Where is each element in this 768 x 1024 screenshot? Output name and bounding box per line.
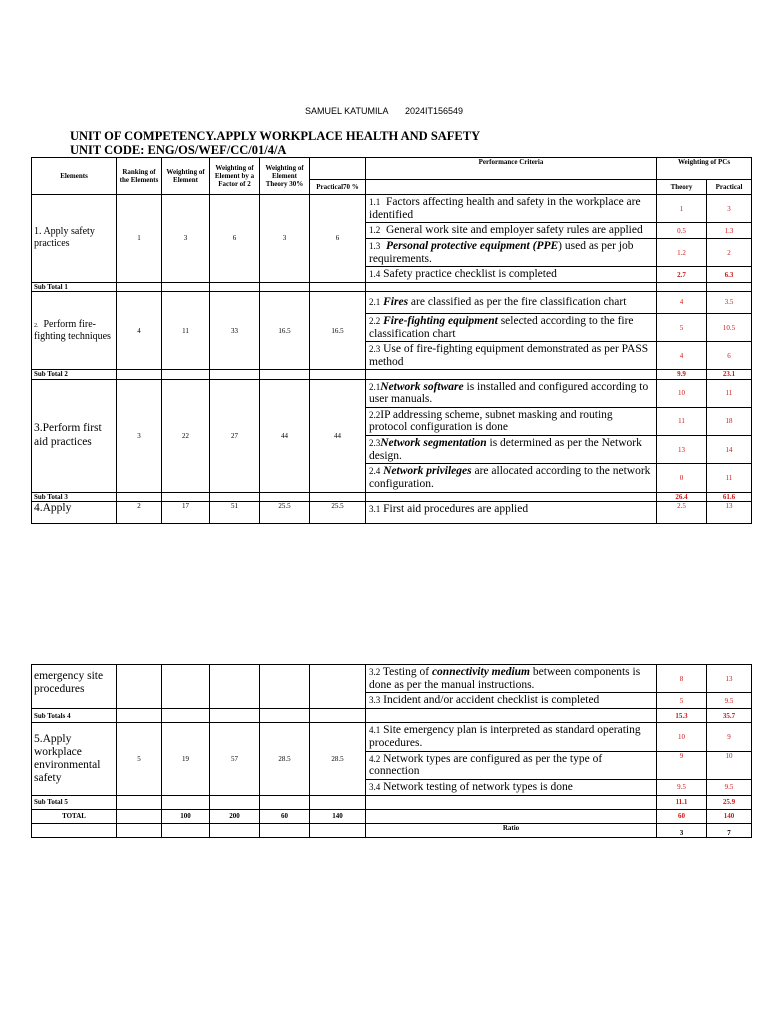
pc-2-2: 2.2 Fire-fighting equipment selected according to the fire classification chart (366, 313, 657, 341)
element-4-factor: 51 (210, 501, 260, 523)
pc-3-3: 2.3Network segmentation is determined as per the Network design. (366, 436, 657, 464)
col-practical-sub: Practical (707, 180, 752, 195)
pc-4-1: 3.1 First aid procedures are applied (366, 501, 657, 523)
element-2-factor: 33 (210, 291, 260, 370)
ratio-practical: 7 (707, 823, 752, 837)
pc-3-2-practical: 18 (707, 407, 752, 435)
col-elements: Elements (32, 158, 117, 195)
element-5-weight: 19 (162, 723, 210, 796)
element-3-rank: 3 (117, 379, 162, 492)
element-5-practical: 28.5 (310, 723, 366, 796)
total-theory: 60 (260, 809, 310, 823)
subtotal-5-theory: 11.1 (657, 795, 707, 809)
subtotal-3-theory: 26.4 (657, 492, 707, 501)
pc-1-4-practical: 6.3 (707, 267, 752, 283)
total-factor: 200 (210, 809, 260, 823)
element-4-theory: 25.5 (260, 501, 310, 523)
subtotal-2-theory: 9.9 (657, 370, 707, 379)
subtotal-2-practical: 23.1 (707, 370, 752, 379)
ratio-label: Ratio (366, 823, 657, 837)
element-2-practical: 16.5 (310, 291, 366, 370)
col-theory: Weighting of Element Theory 30% (260, 158, 310, 195)
pc-2-2-theory: 5 (657, 313, 707, 341)
element-5-rank: 5 (117, 723, 162, 796)
pc-1-1-practical: 3 (707, 195, 752, 223)
col-pc-blank (366, 180, 657, 195)
element-5-theory: 28.5 (260, 723, 310, 796)
element-2-weight: 11 (162, 291, 210, 370)
element-3-weight: 22 (162, 379, 210, 492)
total-weight: 100 (162, 809, 210, 823)
pc-2-1-theory: 4 (657, 291, 707, 313)
col-factor: Weighting of Element by a Factor of 2 (210, 158, 260, 195)
col-weighting-pcs: Weighting of PCs (657, 158, 752, 180)
pc-5-1-practical: 9 (707, 723, 752, 751)
subtotal-4-practical: 35.7 (707, 709, 752, 723)
pc-1-3: 1.3 Personal protective equipment (PPE) used as per job requirements. (366, 238, 657, 266)
pc-3-3-theory: 13 (657, 436, 707, 464)
element-5-name: 5.Apply workplace environmental safety (32, 723, 117, 796)
student-id: 2024IT156549 (404, 106, 464, 116)
pc-3-2-theory: 11 (657, 407, 707, 435)
element-1-practical: 6 (310, 195, 366, 283)
pc-5-1-theory: 10 (657, 723, 707, 751)
pc-3-4-practical: 11 (707, 464, 752, 492)
pc-3-1-practical: 11 (707, 379, 752, 407)
subtotal-2-label: Sub Total 2 (32, 370, 117, 379)
pc-5-3-theory: 9.5 (657, 779, 707, 795)
element-3-name: 3.Perform first aid practices (32, 379, 117, 492)
pc-1-3-practical: 2 (707, 238, 752, 266)
pc-5-2-theory: 9 (657, 751, 707, 779)
element-1-name: 1. Apply safety practices (32, 195, 117, 283)
pc-5-1: 4.1 Site emergency plan is interpreted as standard operating procedures. (366, 723, 657, 751)
element-3-theory: 44 (260, 379, 310, 492)
subtotal-1-label: Sub Total 1 (32, 282, 117, 291)
pc-4-3: 3.3 Incident and/or accident checklist is completed (366, 693, 657, 709)
total-practical: 140 (310, 809, 366, 823)
unit-title: UNIT OF COMPETENCY.APPLY WORKPLACE HEALTH AND SAFETY (70, 129, 481, 143)
pc-2-3: 2.3 Use of fire-fighting equipment demonstrated as per PASS method (366, 342, 657, 370)
pc-4-3-theory: 5 (657, 693, 707, 709)
col-ranking: Ranking of the Elements (117, 158, 162, 195)
element-3-practical: 44 (310, 379, 366, 492)
element-1-theory: 3 (260, 195, 310, 283)
element-1-rank: 1 (117, 195, 162, 283)
student-name: SAMUEL KATUMILA (304, 106, 389, 116)
pc-3-1-theory: 10 (657, 379, 707, 407)
col-performance-criteria: Performance Criteria (366, 158, 657, 180)
col-practical-top (310, 158, 366, 180)
element-5-factor: 57 (210, 723, 260, 796)
element-2-theory: 16.5 (260, 291, 310, 370)
subtotal-5-practical: 25.9 (707, 795, 752, 809)
pc-3-4: 2.4 Network privileges are allocated according to the network configuration. (366, 464, 657, 492)
subtotal-4-label: Sub Totals 4 (32, 709, 117, 723)
pc-1-4-theory: 2.7 (657, 267, 707, 283)
ratio-theory: 3 (657, 823, 707, 837)
pc-5-3-practical: 9.5 (707, 779, 752, 795)
pc-4-2: 3.2 Testing of connectivity medium between components is done as per the manual instructions. (366, 665, 657, 693)
pc-1-3-theory: 1.2 (657, 238, 707, 266)
subtotal-3-practical: 61.6 (707, 492, 752, 501)
pc-3-1: 2.1Network software is installed and configured according to user manuals. (366, 379, 657, 407)
student-header (0, 106, 768, 116)
pc-2-1-practical: 3.5 (707, 291, 752, 313)
pc-5-3: 3.4 Network testing of network types is done (366, 779, 657, 795)
pc-1-2-practical: 1.3 (707, 223, 752, 239)
element-1-factor: 6 (210, 195, 260, 283)
element-2-rank: 4 (117, 291, 162, 370)
subtotal-5-label: Sub Total 5 (32, 795, 117, 809)
pc-1-1-theory: 1 (657, 195, 707, 223)
competency-table-page-2 (31, 664, 752, 838)
total-pc-theory: 60 (657, 809, 707, 823)
element-3-factor: 27 (210, 379, 260, 492)
pc-1-2: 1.2 General work site and employer safety rules are applied (366, 223, 657, 239)
pc-3-2: 2.2IP addressing scheme, subnet masking and routing protocol configuration is done (366, 407, 657, 435)
pc-4-1-practical: 13 (707, 501, 752, 523)
pc-4-2-practical: 13 (707, 665, 752, 693)
competency-table-page-1 (31, 157, 752, 524)
pc-2-2-practical: 10.5 (707, 313, 752, 341)
element-4-name-bottom: emergency site procedures (32, 665, 117, 709)
pc-1-2-theory: 0.5 (657, 223, 707, 239)
col-theory-sub: Theory (657, 180, 707, 195)
element-2-name: 2. Perform fire-fighting techniques (32, 291, 117, 370)
pc-2-3-practical: 6 (707, 342, 752, 370)
pc-3-4-theory: 0 (657, 464, 707, 492)
element-4-practical: 25.5 (310, 501, 366, 523)
pc-2-3-theory: 4 (657, 342, 707, 370)
total-pc-practical: 140 (707, 809, 752, 823)
pc-4-2-theory: 8 (657, 665, 707, 693)
element-1-weight: 3 (162, 195, 210, 283)
pc-2-1: 2.1 Fires are classified as per the fire classification chart (366, 291, 657, 313)
pc-1-4: 1.4 Safety practice checklist is completed (366, 267, 657, 283)
pc-4-3-practical: 9.5 (707, 693, 752, 709)
total-label: TOTAL (32, 809, 117, 823)
element-4-rank: 2 (117, 501, 162, 523)
unit-code: UNIT CODE: ENG/OS/WEF/CC/01/4/A (70, 143, 287, 157)
col-practical: Practical70 % (310, 180, 366, 195)
subtotal-3-label: Sub Total 3 (32, 492, 117, 501)
pc-1-1: 1.1 Factors affecting health and safety in the workplace are identified (366, 195, 657, 223)
subtotal-4-theory: 15.3 (657, 709, 707, 723)
col-weighting: Weighting of Element (162, 158, 210, 195)
pc-5-2-practical: 10 (707, 751, 752, 779)
pc-4-1-theory: 2.5 (657, 501, 707, 523)
element-4-name-top: 4.Apply (32, 501, 117, 523)
element-4-weight: 17 (162, 501, 210, 523)
pc-5-2: 4.2 Network types are configured as per the type of connection (366, 751, 657, 779)
pc-3-3-practical: 14 (707, 436, 752, 464)
